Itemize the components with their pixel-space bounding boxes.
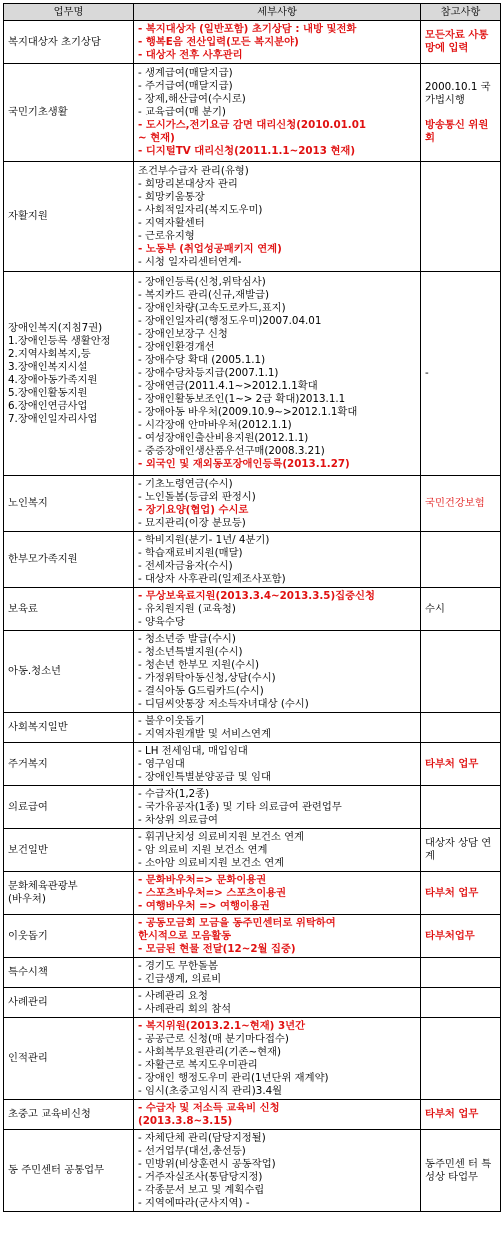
notes-cell: [421, 272, 501, 476]
table-row: [4, 988, 501, 1018]
detail-item: - 선거업무(대선,총선등): [138, 1144, 246, 1157]
task-name: 이웃돕기: [8, 929, 48, 942]
notes-cell: [421, 713, 501, 743]
task-name: 7.장애인일자리사업: [8, 412, 98, 425]
header-row: [4, 4, 501, 21]
task-name: 노인복지: [8, 497, 48, 509]
notes-cell: [421, 1100, 501, 1130]
notes-cell: [421, 915, 501, 958]
details-cell: [134, 1100, 421, 1130]
table-row: [4, 786, 501, 829]
detail-item: - 시각장애 안마바우처(2012.1.1): [138, 419, 292, 431]
detail-item: ~ 현재): [138, 132, 175, 144]
details-cell: [134, 743, 421, 786]
table-row: [4, 958, 501, 988]
detail-item: - 장애인보장구 신청: [138, 328, 228, 340]
detail-item: - 장애수당차등지급(2007.1.1): [138, 367, 279, 379]
detail-item: - LH 전세임대, 매입임대: [138, 744, 248, 757]
task-name: 자활지원: [8, 210, 48, 222]
detail-item: - 사회복무요원관리(기존~현재): [138, 1045, 282, 1058]
detail-item: - 지역에따라(군사지역) -: [138, 1196, 250, 1209]
task-name: 보건일반: [8, 843, 48, 856]
task-name: 2.지역사회복지,등: [8, 347, 91, 360]
task-name: 복지대상자 초기상담: [8, 35, 101, 48]
detail-item: - 유치원지원 (교육청): [138, 602, 236, 615]
detail-item: - 자체단체 관리(담당지정될): [138, 1131, 266, 1144]
detail-item: - 장애인 행정도우미 관리(1년단위 재계약): [138, 1071, 329, 1084]
detail-item: - 공공근로 신청(매 분기마다접수): [138, 1032, 289, 1045]
detail-item: - 불우이웃돕기: [138, 714, 205, 727]
detail-item: - 장애인환경개선: [138, 341, 215, 353]
task-name: 사례관리: [8, 996, 48, 1008]
task-name-cell: [4, 272, 134, 476]
task-name: 국민기초생활: [8, 106, 68, 118]
detail-item: - 지역자활센터: [138, 216, 205, 229]
note-text: 타부처 업무: [425, 886, 479, 899]
task-name-cell: [4, 588, 134, 631]
detail-item: - 사회적일자리(복지도우미): [138, 203, 263, 216]
notes-cell: [421, 786, 501, 829]
detail-item: - 여행바우처 => 여행이용권: [138, 899, 270, 912]
detail-item: - 암 의료비 지원 보건소 연계: [138, 843, 268, 856]
detail-item: - 장애아동 바우처(2009.10.9~>2012.1.1확대: [138, 406, 358, 418]
details-cell: [134, 532, 421, 588]
notes-cell: [421, 1018, 501, 1100]
details-cell: [134, 958, 421, 988]
task-name-cell: [4, 476, 134, 532]
task-name-cell: [4, 1130, 134, 1212]
table-row: [4, 588, 501, 631]
detail-item: 한시적으로 모음활동: [138, 929, 232, 942]
notes-cell: [421, 988, 501, 1018]
detail-item: - 대상자 사후관리(일제조사포함): [138, 572, 286, 585]
details-cell: [134, 21, 421, 64]
detail-item: - 시청 일자리센터연계-: [138, 255, 242, 268]
detail-item: - 문화바우처=> 문화이용권: [138, 873, 267, 886]
detail-item: - 디딤씨앗통장 저소득자녀대상 (수시): [138, 697, 309, 710]
detail-item: - 민방위(비상훈련시 공동작업): [138, 1157, 276, 1170]
notes-cell: [421, 958, 501, 988]
details-cell: [134, 1018, 421, 1100]
detail-item: - 장애인일자리(행정도우미)2007.04.01: [138, 315, 322, 327]
detail-item: - 장애인활동보조인(1~> 2급 확대)2013.1.1: [138, 393, 346, 405]
task-name: (바우쳐): [8, 893, 46, 905]
detail-item: - 복지위원(2013.2.1~현재) 3년간: [138, 1019, 306, 1032]
note-text: 국민건강보험: [425, 497, 485, 509]
table-body: [4, 21, 501, 1212]
detail-item: - 청소년특별지원(수시): [138, 645, 243, 658]
detail-item: - 여성장애인출산비용지원(2012.1.1): [138, 432, 309, 444]
task-name: 보육료: [8, 602, 38, 615]
task-table: [3, 3, 501, 1212]
task-name-cell: [4, 958, 134, 988]
table-row: [4, 872, 501, 915]
notes-cell: [421, 64, 501, 162]
detail-item: - 무상보육료지원(2013.3.4~2013.3.5)집중신청: [138, 589, 375, 602]
detail-item: - 외국인 및 재외동포장애인등록(2013.1.27): [138, 458, 350, 470]
notes-cell: [421, 872, 501, 915]
detail-item: - 장제,해산급여(수시로): [138, 93, 246, 105]
detail-item: - 복지대상자 (일반포함) 초기상담 : 내방 및전화: [138, 22, 357, 35]
detail-item: - 거주자실조사(통담당지정): [138, 1170, 263, 1183]
details-cell: [134, 272, 421, 476]
detail-item: - 근로유지형: [138, 229, 195, 242]
task-name: 특수시책: [8, 966, 48, 978]
task-name-cell: [4, 988, 134, 1018]
details-cell: [134, 476, 421, 532]
detail-item: - 양육수당: [138, 615, 185, 628]
task-name-cell: [4, 915, 134, 958]
header-details: 세부사항: [134, 4, 421, 21]
table-row: [4, 1130, 501, 1212]
details-cell: [134, 872, 421, 915]
detail-item: - 사례관리 요청: [138, 989, 208, 1002]
details-cell: [134, 988, 421, 1018]
task-name: 5.장애인활동지원: [8, 386, 88, 399]
task-name-cell: [4, 162, 134, 272]
task-name: 초중고 교육비신청: [8, 1108, 91, 1120]
detail-item: - 청소년증 발급(수시): [138, 632, 236, 645]
task-name: 사회복지일반: [8, 721, 68, 733]
table-row: [4, 476, 501, 532]
detail-item: - 도시가스,전기요금 감면 대리신청(2010.01.01: [138, 119, 367, 131]
note-text: 방송통신 위원회: [425, 118, 489, 144]
notes-cell: [421, 162, 501, 272]
task-name-cell: [4, 1100, 134, 1130]
task-name-cell: [4, 743, 134, 786]
notes-cell: [421, 631, 501, 713]
detail-item: - 지역자원개발 및 서비스연계: [138, 727, 271, 740]
table-row: [4, 162, 501, 272]
detail-item: - 장애인차량(고속도로카드,표지): [138, 302, 286, 314]
notes-cell: [421, 829, 501, 872]
notes-cell: [421, 743, 501, 786]
detail-item: - 사례관리 회의 참석: [138, 1002, 232, 1015]
task-name-cell: [4, 532, 134, 588]
note-text: 타부처 업무: [425, 1108, 479, 1120]
detail-item: - 긴급생계, 의료비: [138, 972, 222, 985]
note-text: 동주민센 터 특성상 타업무: [425, 1157, 492, 1183]
detail-item: - 차상위 의료급여: [138, 813, 218, 826]
table-row: [4, 713, 501, 743]
task-name: 3.장애인복지시설: [8, 360, 88, 373]
task-name-cell: [4, 21, 134, 64]
table-row: [4, 1018, 501, 1100]
detail-item: - 장애인등록(신청,위탁심사): [138, 276, 266, 288]
detail-item: - 소아암 의료비지원 보건소 연계: [138, 856, 285, 869]
task-name: 동 주민센터 공통업무: [8, 1164, 105, 1176]
detail-item: - 주거급여(매달지급): [138, 80, 233, 92]
detail-item: - 교육급여(매 분기): [138, 106, 226, 118]
task-name-cell: [4, 64, 134, 162]
task-name-cell: [4, 713, 134, 743]
details-cell: [134, 829, 421, 872]
detail-item: - 장기요양(협업) 수시로: [138, 503, 249, 516]
detail-item: - 학비지원(분기- 1년/ 4분기): [138, 533, 270, 546]
detail-item: - 영구임대: [138, 757, 185, 770]
task-name: 6.장애인연금사업: [8, 399, 88, 412]
detail-item: - 휘귀난치성 의료비지원 보건소 연계: [138, 830, 305, 843]
detail-item: - 청손년 한부모 지원(수시): [138, 658, 260, 671]
detail-item: - 자활근로 복지도우미관리: [138, 1058, 258, 1071]
table-row: [4, 21, 501, 64]
detail-item: - 행복E음 전산입력(모든 복지분야): [138, 35, 299, 48]
task-name: 1.장애인등록 생활안정: [8, 334, 111, 347]
note-text: 수시: [425, 602, 445, 615]
table-row: [4, 272, 501, 476]
table-row: [4, 631, 501, 713]
detail-item: - 공동모금회 모금을 동주민센터로 위탁하여: [138, 916, 336, 929]
table-row: [4, 64, 501, 162]
details-cell: [134, 162, 421, 272]
detail-item: - 복지카드 관리(신규,재발급): [138, 289, 269, 301]
detail-item: - 대상자 전후 사후관리: [138, 48, 243, 61]
task-name: 문화체육관광부: [8, 880, 78, 892]
note-text: 대상자 상담 연계: [425, 837, 492, 862]
detail-item: - 국가유공자(1종) 및 기타 의료급여 관련업무: [138, 800, 342, 813]
detail-item: - 전세자금융자(수시): [138, 559, 233, 572]
detail-item: - 노인돌봄(등급외 판정시): [138, 490, 256, 503]
details-cell: [134, 1130, 421, 1212]
detail-item: - 희망키움통장: [138, 190, 205, 203]
task-name-cell: [4, 1018, 134, 1100]
task-name-cell: [4, 786, 134, 829]
table-row: [4, 915, 501, 958]
task-name-cell: [4, 872, 134, 915]
details-cell: [134, 915, 421, 958]
detail-item: - 경기도 무한돌봄: [138, 959, 218, 972]
task-name-cell: [4, 829, 134, 872]
detail-item: - 묘지관리(이장 분묘등): [138, 516, 246, 529]
note-text: 타부처업무: [425, 929, 475, 942]
detail-item: - 디지털TV 대리신청(2011.1.1~2013 현재): [138, 145, 356, 157]
task-name: 한부모가족지원: [8, 553, 78, 565]
task-name: 아동.청소년: [8, 665, 62, 677]
detail-item: - 기초노령연금(수시): [138, 477, 233, 490]
task-name-cell: [4, 631, 134, 713]
notes-cell: [421, 1130, 501, 1212]
details-cell: [134, 64, 421, 162]
detail-item: - 노동부 (취업성공패키지 연계): [138, 242, 282, 255]
detail-item: - 중증장애인생산품우선구매(2008.3.21): [138, 445, 325, 457]
task-name: 인적관리: [8, 1052, 48, 1064]
header-task: 업무명: [4, 4, 134, 21]
detail-item: - 각종문서 보고 및 계획수립: [138, 1183, 265, 1196]
notes-cell: [421, 476, 501, 532]
details-cell: [134, 786, 421, 829]
task-name: 장애인복지(지침7권): [8, 321, 103, 334]
detail-item: - 스포츠바우처=> 스포츠이용권: [138, 886, 287, 899]
note-text: 타부처 업무: [425, 757, 479, 770]
detail-item: - 임시(초중고임시직 관리)3.4월: [138, 1084, 283, 1097]
table-row: [4, 743, 501, 786]
notes-cell: [421, 588, 501, 631]
detail-item: 조건부수급자 관리(유형): [138, 164, 249, 177]
detail-item: - 학습재료비지원(매달): [138, 546, 243, 559]
detail-item: - 모금된 현물 전달(12~2월 집중): [138, 942, 296, 955]
notes-cell: [421, 21, 501, 64]
note-text: 2000.10.1 국가법시행: [425, 80, 491, 106]
table-row: [4, 1100, 501, 1130]
table-row: [4, 532, 501, 588]
notes-cell: [421, 532, 501, 588]
task-name: 주거복지: [8, 757, 48, 770]
detail-item: - 가정위탁아동신청,상담(수시): [138, 671, 276, 684]
details-cell: [134, 631, 421, 713]
detail-item: - 장애인특별분양공급 및 임대: [138, 770, 271, 783]
detail-item: (2013.3.8~3.15): [138, 1114, 233, 1127]
detail-item: - 수급자(1,2종): [138, 787, 210, 800]
detail-item: - 결식아동 G드림카드(수시): [138, 684, 264, 697]
detail-item: - 생계급여(매달지급): [138, 67, 233, 79]
note-text: 모든자료 사통망에 입력: [425, 29, 489, 54]
detail-item: - 희망리본대상자 관리: [138, 177, 238, 190]
detail-item: - 장애연금(2011.4.1~>2012.1.1확대: [138, 380, 318, 392]
task-name: 의료급여: [8, 800, 48, 813]
note-text: -: [425, 367, 429, 379]
detail-item: - 장애수당 확대 (2005.1.1): [138, 354, 266, 366]
details-cell: [134, 588, 421, 631]
table-row: [4, 829, 501, 872]
task-name: 4.장애아동가족지원: [8, 373, 98, 386]
detail-item: - 수급자 및 저소득 교육비 신청: [138, 1101, 280, 1114]
header-notes: 참고사항: [421, 4, 501, 21]
details-cell: [134, 713, 421, 743]
